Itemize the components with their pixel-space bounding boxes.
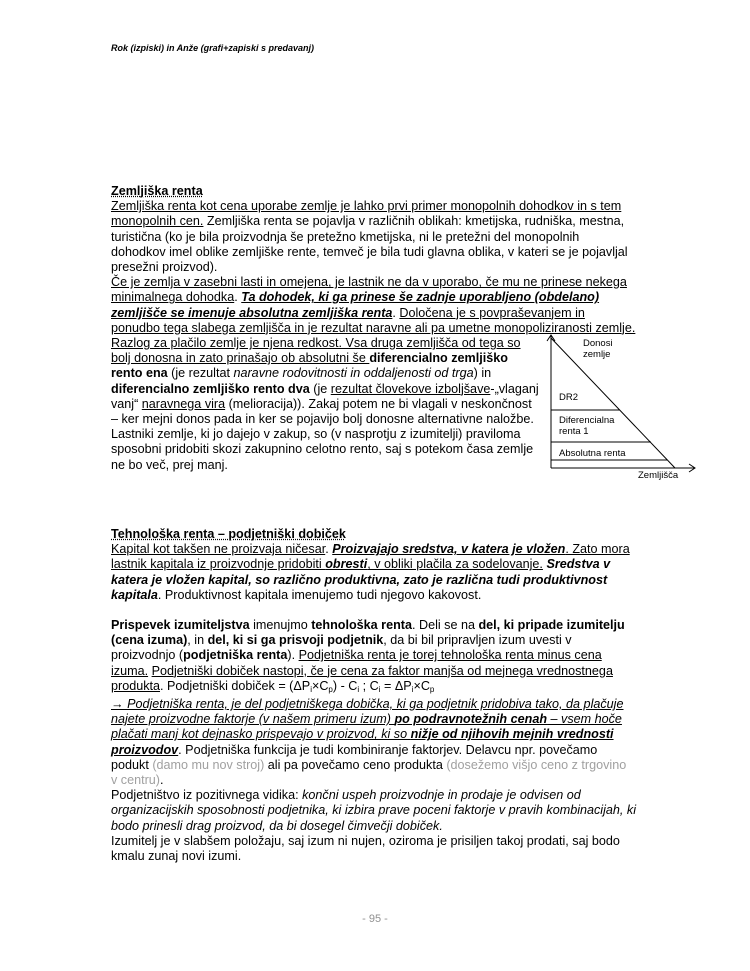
- paragraph-differential-rent: Razlog za plačilo zemlje je njena redkost. Vsa druga zemljišča od tega so bolj donosna in zato prinašajo ob absolutni še diferencialno zemljiško rento ena (je rezultat naravne rodovitnosti in oddaljenosti od trga) in diferencialno zemljiško rento dva (je rezultat človekove izboljšave-„vlaganj vanj“ naravnega vira (melioracija)). Zakaj potem ne bi vlagali v neskončnost – ker mejni donos pada in ker se pojavijo bolj donosne alternativne naložbe.: [111, 336, 539, 427]
- section-land-rent: [111, 184, 636, 336]
- paragraph-inventor: Izumitelj je v slabšem položaju, saj izum ni nujen, oziroma je prisiljen takoj prodati, saj bodo kmalu zunaj novi izumi.: [111, 833, 620, 864]
- paragraph-entrepreneurial-rent: → Podjetniška renta, je del podjetniškega dobička, ki ga podjetnik pridobiva tako, da plačuje najete proizvodne faktorje (v našem primeru izum) po podravnotežnih cenah – vsem hoče plačati manj kot dejnasko prispevajo v proizvod, ki so nižje od njihovih mejnih vrednosti proizvodov. Podjetniška funkcija je tudi kombiniranje faktorjev. Delavcu npr. povečamo podukt (damo mu nov stroj) ali pa povečamo ceno produkta (dosežemo višjo ceno z trgovino v centru).: [111, 697, 627, 788]
- section-land-rent-wrap: [111, 336, 539, 473]
- paragraph-capital: Kapital kot takšen ne proizvaja ničesar. Proizvajajo sredstva, v katera je vložen. Zato mora lastnik kapitala iz proizvodnje pridobiti obresti, v obliki plačila za sodelovanje. Sredstva v katera je vložen kapital, so različno produktivna, zato je različna tudi produktivnost kapitala. Produktivnost kapitala imenujemo tudi njegovo kakovost.: [111, 542, 630, 602]
- land-rent-graph-svg: [545, 330, 700, 485]
- graph-x-label: Zemljišča: [638, 470, 679, 481]
- paragraph-intro: Zemljiška renta kot cena uporabe zemlje je lahko prvi primer monopolnih dohodkov in s tem monopolnih cen. Zemljiška renta se pojavlja v različnih oblikah: kmetijska, rudniška, mestna, turistična (ko je bila proizvodnja še pretežno kmetijska, ni le pretežni del monopolnih dohodkov imel oblike zemljiške rente, temveč je bila tudi glavna oblika, v kateri se je pojavljal presežni proizvod).: [111, 199, 628, 275]
- section-tech-rent: [111, 527, 636, 864]
- graph-band-dr1: Diferencialna renta 1: [559, 415, 615, 437]
- section-title-land-rent: Zemljiška renta: [111, 184, 203, 198]
- paragraph-landowners: Lastniki zemlje, ki jo dajejo v zakup, so (v nasprotju z izumitelji) praviloma sposobni pridobiti skozi zakupnino celotno rento, saj s potekom časa zemlje ne bo več, prej manj.: [111, 427, 534, 472]
- graph-band-absolute: Absolutna renta: [559, 448, 626, 459]
- paragraph-invention: Prispevek izumiteljstva imenujmo tehnološka renta. Deli se na del, ki pripade izumitelju (cena izuma), in del, ki si ga prisvoji podjetnik, da bi bil pripravljen izum uvesti v proizvodnjo (podjetniška renta). Podjetniška renta je torej tehnološka renta minus cena izuma. Podjetniški dobiček nastopi, če je cena za faktor manjša od mejnega vrednostnega produkta. Podjetniški dobiček = $(\Delta P_i\times C_p) - C_i$ ; $C_i = \Delta P_i\times C_p$: [111, 618, 625, 694]
- page-header: Rok (izpiski) in Anže (grafi+zapiski s predavanj): [111, 43, 314, 53]
- paragraph-entrepreneurship: Podjetništvo iz pozitivnega vidika: končni uspeh proizvodnje in prodaje je odvisen od organizacijskih sposobnosti podjetnika, ki izbira prave poceni faktorje v pravih kombinacijah, ki bodo prinesli drag proizvod, da bi dosegel čimvečji dobiček.: [111, 788, 637, 833]
- land-rent-graph: [545, 330, 700, 485]
- page-number: - 95 -: [362, 913, 388, 925]
- paragraph-absolute-rent: Če je zemlja v zasebni lasti in omejena, je lastnik ne da v uporabo, če mu ne prinese nekega minimalnega dohodka. Ta dohodek, ki ga prinese še zadnje uporabljeno (obdelano) zemljišče se imenuje absolutna zemljiška renta. Določena je s povpraševanjem in ponudbo tega slabega zemljišča in je rezultat naravne ali pa umetne monopoliziranosti zemlje.: [111, 275, 636, 335]
- graph-band-dr2: DR2: [559, 392, 579, 403]
- section-title-tech-rent: Tehnološka renta – podjetniški dobiček: [111, 527, 346, 541]
- graph-y-label: Donosi zemlje: [583, 338, 613, 360]
